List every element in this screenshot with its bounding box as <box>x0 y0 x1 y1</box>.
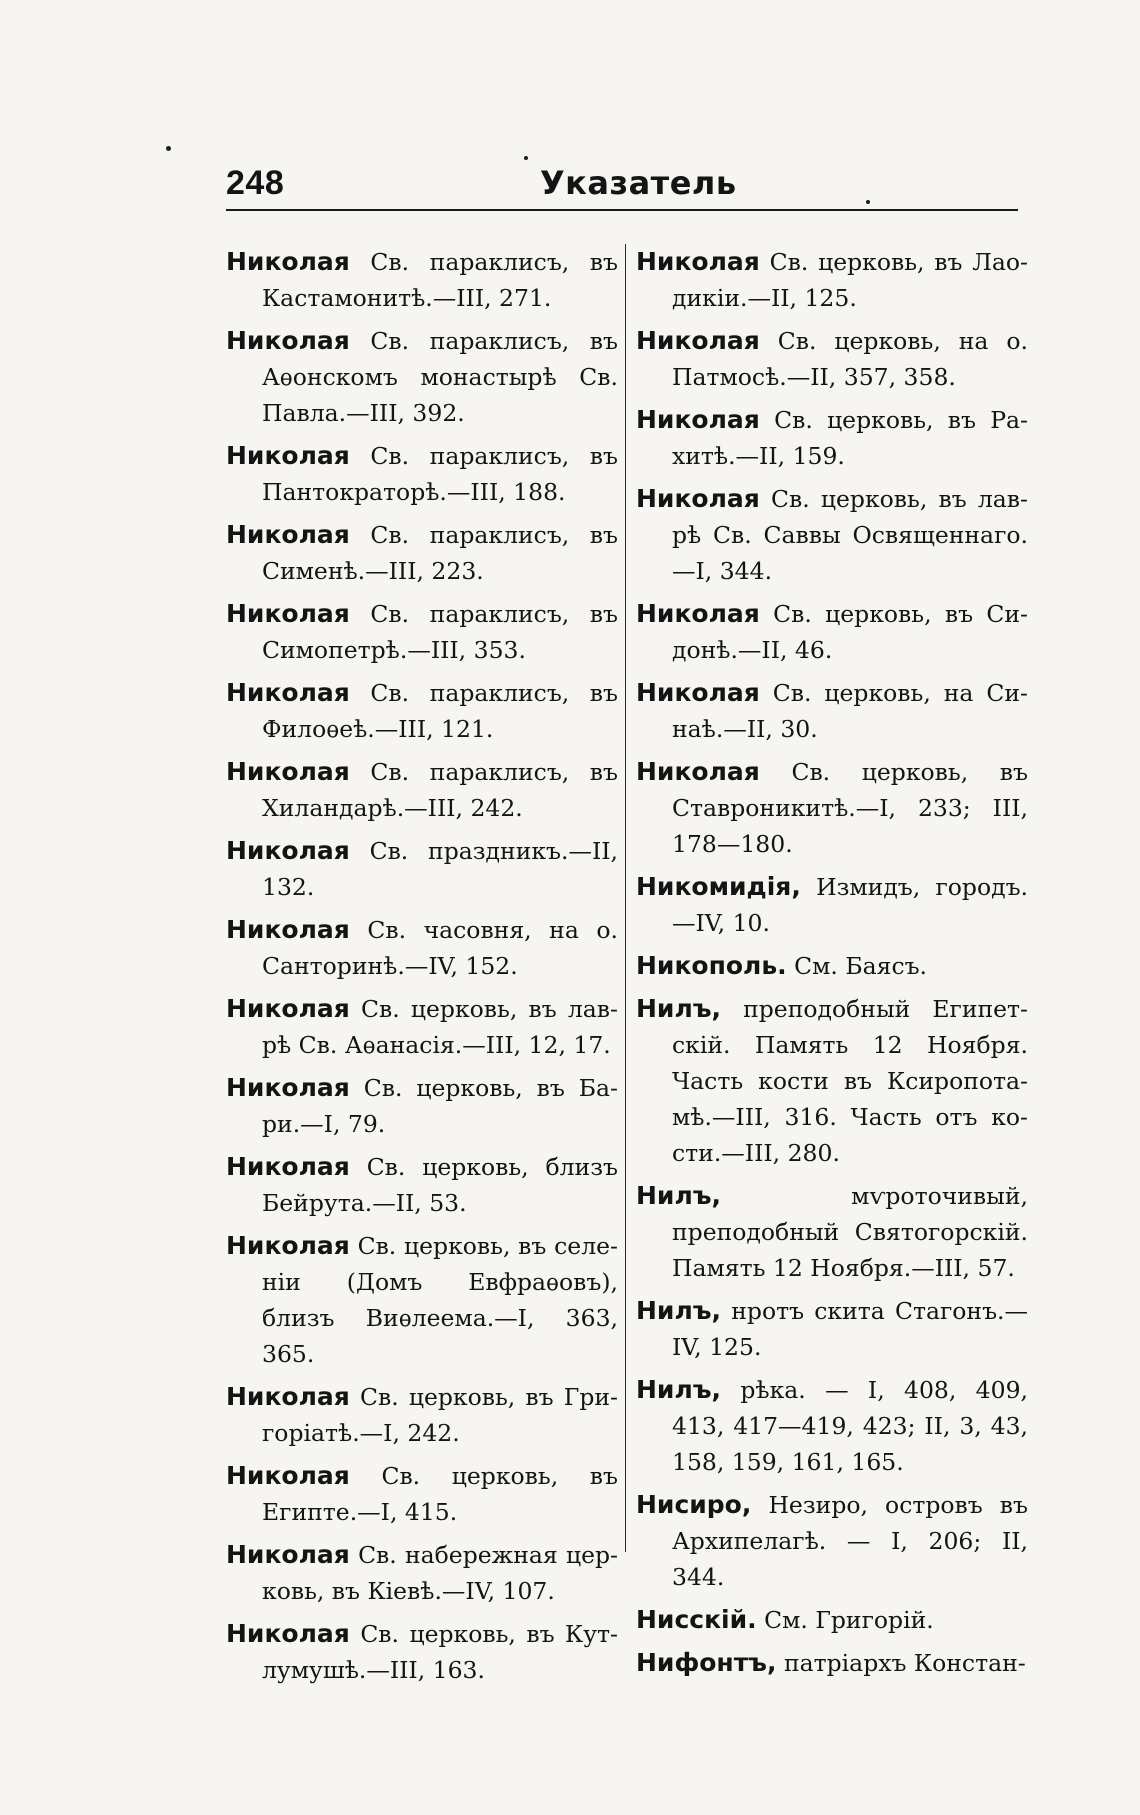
entry-text: Св. церковь, въ Рахитѣ.—II, 159. <box>672 406 1028 470</box>
entry-headword: Николая <box>226 520 350 549</box>
ink-speck <box>166 146 171 151</box>
index-entry <box>226 991 618 1063</box>
page-number: 248 <box>226 164 285 202</box>
entry-text: Св. часовня, на о. Санторинѣ.—IV, 152. <box>262 916 618 980</box>
entry-headword: Николая <box>636 757 760 786</box>
entry-headword: Николая <box>226 915 350 944</box>
index-entry <box>636 1645 1028 1681</box>
entry-headword: Нисиро, <box>636 1490 752 1519</box>
entry-text: Св. параклисъ, въ Хиландарѣ.—III, 242. <box>262 758 618 822</box>
entry-text: нротъ скита Стагонъ.—IV, 125. <box>672 1297 1028 1361</box>
entry-headword: Николая <box>226 1152 350 1181</box>
entry-text: Св. церковь, въ лаврѣ Св. Саввы Освященнаго.—I, 344. <box>672 485 1028 585</box>
entry-headword: Нилъ, <box>636 994 722 1023</box>
entry-text: Измидъ, городъ.—IV, 10. <box>672 873 1028 937</box>
entry-text: Св. параклисъ, въ Аѳонскомъ монастырѣ Св. Павла.—III, 392. <box>262 327 618 427</box>
entry-text: Св. церковь, на Синаѣ.—II, 30. <box>672 679 1028 743</box>
entry-text: Св. церковь, въ Кутлумушѣ.—III, 163. <box>262 1620 618 1684</box>
index-entry <box>636 244 1028 316</box>
entry-headword: Николая <box>636 678 760 707</box>
entry-headword: Николая <box>636 599 760 628</box>
entry-text: См. Григорій. <box>764 1606 934 1634</box>
entry-text: Св. церковь, въ лаврѣ Св. Аѳанасія.—III, 12, 17. <box>262 995 618 1059</box>
header-rule <box>226 209 1018 211</box>
entry-headword: Николая <box>226 1073 350 1102</box>
entry-text: Св. церковь, въ Лаодикіи.—II, 125. <box>672 248 1028 312</box>
entry-text: Св. параклисъ, въ Симопетрѣ.—III, 353. <box>262 600 618 664</box>
entry-text: Св. праздникъ.—II, 132. <box>262 837 618 901</box>
entry-text: патріархъ Констан- <box>783 1649 1026 1677</box>
entry-headword: Нилъ, <box>636 1296 722 1325</box>
index-entry <box>636 754 1028 862</box>
index-entry <box>636 869 1028 941</box>
index-column-left <box>226 244 618 1695</box>
entry-headword: Никомидія, <box>636 872 801 901</box>
entry-text: Св. церковь, въ Египте.—I, 415. <box>262 1462 618 1526</box>
index-entry <box>226 912 618 984</box>
index-entry <box>226 1458 618 1530</box>
entry-headword: Николая <box>226 599 350 628</box>
index-entry <box>636 1293 1028 1365</box>
entry-headword: Николая <box>226 1231 350 1260</box>
index-entry <box>226 1149 618 1221</box>
entry-headword: Нифонтъ, <box>636 1648 777 1677</box>
entry-text: Св. параклисъ, въ Кастамонитѣ.—III, 271. <box>262 248 618 312</box>
entry-text: Св. параклисъ, въ Филоѳеѣ.—III, 121. <box>262 679 618 743</box>
entry-headword: Николая <box>226 1540 350 1569</box>
index-entry <box>226 1379 618 1451</box>
index-entry <box>226 517 618 589</box>
index-entry <box>226 1537 618 1609</box>
entry-headword: Николая <box>226 1382 350 1411</box>
entry-text: преподобный Египетскій. Память 12 Ноября. Часть кости въ Ксиропотамѣ.—III, 316. Часть отъ кости.—III, 280. <box>672 995 1028 1167</box>
index-entry <box>636 323 1028 395</box>
entry-headword: Николая <box>226 994 350 1023</box>
index-column-right <box>636 244 1028 1688</box>
index-entry <box>636 596 1028 668</box>
entry-headword: Никополь. <box>636 951 787 980</box>
index-entry <box>636 948 1028 984</box>
index-entry <box>226 1070 618 1142</box>
index-entry <box>226 596 618 668</box>
entry-headword: Николая <box>226 757 350 786</box>
entry-headword: Нилъ, <box>636 1181 722 1210</box>
ink-speck <box>524 156 528 160</box>
index-entry <box>636 1178 1028 1286</box>
index-entry <box>636 1602 1028 1638</box>
entry-headword: Николая <box>226 836 350 865</box>
entry-text: Св. параклисъ, въ Сименѣ.—III, 223. <box>262 521 618 585</box>
entry-text: Св. церковь, на о. Патмосѣ.—II, 357, 358. <box>672 327 1028 391</box>
entry-text: Св. церковь, въ Сидонѣ.—II, 46. <box>672 600 1028 664</box>
index-entry <box>226 754 618 826</box>
index-entry <box>636 991 1028 1171</box>
entry-text: См. Баясъ. <box>794 952 928 980</box>
index-entry <box>636 675 1028 747</box>
index-entry <box>636 1372 1028 1480</box>
entry-text: рѣка. — I, 408, 409, 413, 417—419, 423; II, 3, 43, 158, 159, 161, 165. <box>672 1376 1028 1476</box>
entry-text: Св. церковь, въ селеніи (Домъ Евфраѳовъ), близъ Виѳлеема.—I, 363, 365. <box>262 1232 618 1368</box>
index-entry <box>226 323 618 431</box>
entry-headword: Николая <box>636 484 760 513</box>
entry-text: Св. церковь, въ Ставроникитѣ.—I, 233; III, 178—180. <box>672 758 1028 858</box>
index-entry <box>226 438 618 510</box>
column-divider <box>625 244 626 1552</box>
entry-headword: Николая <box>226 678 350 707</box>
entry-headword: Николая <box>226 1461 350 1490</box>
entry-headword: Николая <box>636 326 760 355</box>
index-entry <box>636 402 1028 474</box>
entry-text: Св. церковь, близъ Бейрута.—II, 53. <box>262 1153 618 1217</box>
entry-headword: Нилъ, <box>636 1375 722 1404</box>
index-entry <box>226 675 618 747</box>
entry-headword: Николая <box>226 441 350 470</box>
entry-headword: Николая <box>226 1619 350 1648</box>
index-entry <box>226 833 618 905</box>
entry-text: мѵроточивый, преподобный Святогорскій. Память 12 Ноября.—III, 57. <box>672 1182 1028 1282</box>
entry-text: Св. церковь, въ Бари.—I, 79. <box>262 1074 618 1138</box>
entry-text: Св. церковь, въ Григоріатѣ.—I, 242. <box>262 1383 618 1447</box>
index-entry <box>226 1228 618 1372</box>
entry-headword: Николая <box>636 405 760 434</box>
entry-headword: Николая <box>636 247 760 276</box>
ink-speck <box>866 200 870 204</box>
entry-text: Незиро, островъ въ Архипелагѣ. — I, 206; II, 344. <box>672 1491 1028 1591</box>
entry-text: Св. набережная церковь, въ Кіевѣ.—IV, 107. <box>262 1541 618 1605</box>
index-entry <box>226 1616 618 1688</box>
index-entry <box>636 1487 1028 1595</box>
running-title: Указатель <box>540 164 737 202</box>
entry-headword: Нисскій. <box>636 1605 757 1634</box>
entry-headword: Николая <box>226 247 350 276</box>
index-entry <box>226 244 618 316</box>
entry-headword: Николая <box>226 326 350 355</box>
index-entry <box>636 481 1028 589</box>
entry-text: Св. параклисъ, въ Пантократорѣ.—III, 188. <box>262 442 618 506</box>
